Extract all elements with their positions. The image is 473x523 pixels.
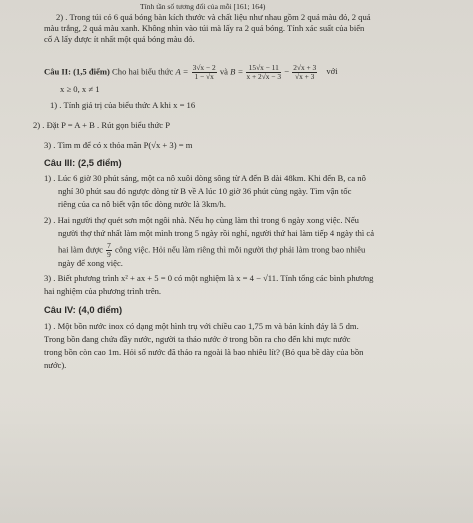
expr-A-prefix: A =: [175, 66, 189, 77]
question-4-part-1-line-3: trong bồn còn cao 1m. Hỏi số nước đã tháo ra ngoài là bao nhiêu lít? (Bỏ qua bề dày của bồn: [44, 347, 364, 357]
question-3-part-3-line-2: hai nghiệm của phương trình trên.: [44, 286, 162, 296]
question-2-intro: Cho hai biểu thức: [112, 66, 174, 77]
question-3-heading: Câu III: (2,5 điểm): [44, 157, 122, 168]
question-4-part-1-line-1: 1) . Một bồn nước inox có dạng một hình trụ với chiều cao 1,75 m và bán kính đáy là 5 dm.: [44, 321, 359, 331]
question-3-part-1-line-2: nghỉ 30 phút sau đó ngược dòng từ B về A lúc 10 giờ 36 phút cùng ngày. Tìm vận tốc: [58, 186, 352, 196]
expr-A-numerator: 3√x − 2: [192, 63, 216, 72]
question-3-part-2-line-3: [58, 242, 365, 259]
fraction-numerator: 7: [107, 241, 111, 250]
question-4-part-1-line-2: Trong bồn đang chứa đầy nước, người ta tháo nước ở trong bồn ra cho đến khi mực nước: [44, 334, 351, 344]
expr-B-denominator-1: x + 2√x − 3: [246, 72, 282, 81]
question-3-part-2-line-2: người thợ thứ nhất làm một mình trong 5 ngày rồi nghỉ, người thứ hai làm tiếp 4 ngày thì cả: [58, 228, 375, 238]
question-2-part-3: 3) . Tìm m để có x thỏa mãn P(√x + 3) = m: [44, 140, 193, 150]
question-2-part-2: 2) . Đặt P = A + B . Rút gọn biểu thức P: [33, 120, 170, 130]
expr-B-numerator-2: 2√x + 3: [293, 63, 317, 72]
question-2-condition: x ≥ 0, x ≠ 1: [60, 84, 100, 94]
conj-with: với: [326, 66, 338, 77]
fraction-7-9: [106, 242, 112, 259]
expr-B-prefix: B =: [230, 66, 244, 77]
question-3-part-3-line-1: 3) . Biết phương trình x² + ax + 5 = 0 có một nghiệm là x = 4 − √11. Tính tổng các bình phương: [44, 273, 374, 283]
expr-B-denominator-2: √x + 3: [295, 72, 315, 81]
question-3-part-2-line-1: 2) . Hai người thợ quét sơn một ngôi nhà. Nếu họ cùng làm thì trong 6 ngày xong việc. Nếu: [44, 215, 359, 225]
expr-A-denominator: 1 − √x: [194, 72, 214, 81]
fraction-denominator: 9: [107, 250, 111, 259]
expr-B-fraction-1: [246, 64, 281, 81]
question-2-label: Câu II: (1,5 điểm): [44, 66, 110, 77]
expr-B-fraction-2: [292, 64, 317, 81]
fraction-prefix: hai làm được: [58, 244, 103, 255]
question-4-part-1-line-4: nước).: [44, 360, 67, 370]
question-4-heading: Câu IV: (4,0 điểm): [44, 304, 123, 315]
line-frequency: Tính tần số tương đối của mỗi [161; 164): [140, 2, 266, 11]
line-bag-problem-3: cố A lấy được ít nhất một quả bóng màu đỏ.: [44, 34, 195, 44]
line-bag-problem-2: màu trắng, 2 quả màu xanh. Không nhìn vào túi mà lấy ra 2 quả bóng. Tính xác suất của biến: [44, 23, 365, 33]
line-bag-problem-1: 2) . Trong túi có 6 quả bóng bàn kích thước và chất liệu như nhau gồm 2 quả màu đỏ, 2 quả: [56, 12, 371, 22]
question-3-part-1-line-3: riêng của ca nô biết vận tốc dòng nước là 3km/h.: [58, 199, 226, 209]
expr-B-numerator-1: 15√x − 11: [246, 64, 281, 73]
fraction-suffix: công việc. Hỏi nếu làm riêng thì mỗi người thợ phải làm trong bao nhiêu: [115, 244, 366, 255]
question-3-part-1-line-1: 1) . Lúc 6 giờ 30 phút sáng, một ca nô xuôi dòng sông từ A đến B dài 48km. Khi đến B, ca nô: [44, 173, 366, 183]
conj-and: và: [219, 66, 228, 77]
question-2-part-1: 1) . Tính giá trị của biểu thức A khi x = 16: [50, 100, 196, 110]
question-3-part-2-line-4: ngày để xong việc.: [58, 258, 123, 268]
expr-A-fraction: [192, 64, 217, 81]
minus-sign: −: [284, 66, 290, 77]
paper-shadow: [0, 403, 473, 523]
question-2-statement: [44, 64, 338, 81]
